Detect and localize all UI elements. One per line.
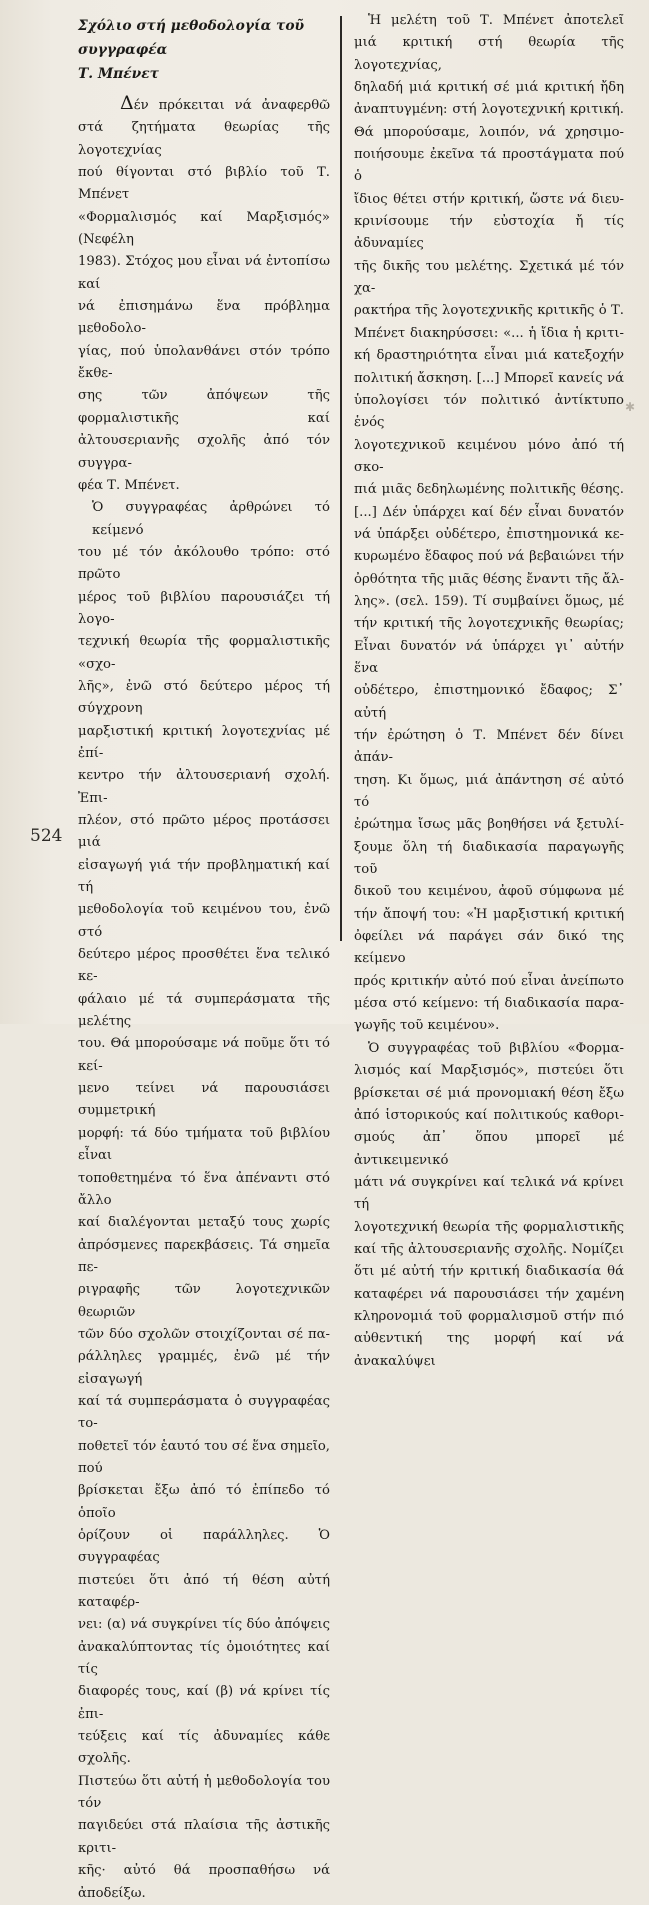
page-number: 524 — [30, 826, 63, 846]
text-line: νά ἐπισημάνω ἕνα πρόβλημα μεθοδολο- — [78, 299, 330, 337]
text-line: αὐθεντική της μορφή καί νά ἀνακαλύψει — [354, 1331, 624, 1369]
text-line: Εἶναι δυνατόν νά ὑπάρχει γι᾽ αὐτήν ἕνα — [354, 638, 624, 676]
text-line: γίας, πού ὑπολανθάνει στόν τρόπο ἔκθε- — [78, 343, 330, 382]
text-line: σης τῶν ἀπόψεων τῆς φορμαλιστικῆς καί — [78, 388, 330, 426]
text-line: μιά κριτική στή θεωρία τῆς λογοτεχνίας, — [354, 35, 624, 73]
text-line: πιστεύει ὅτι ἀπό τή θέση αὐτή καταφέρ- — [78, 1572, 330, 1611]
text-line: τήν κριτική τῆς λογοτεχνικῆς θεωρίας; — [354, 616, 624, 632]
text-line: βρίσκεται ἔξω ἀπό τό ἐπίπεδο τό ὁποῖο — [78, 1483, 330, 1521]
text-line: 1983). Στόχος μου εἶναι νά ἐντοπίσω καί — [78, 254, 330, 292]
paragraph — [354, 10, 624, 1038]
paper-speck: ✱ — [625, 400, 636, 414]
text-line: πού θίγονται στό βιβλίο τοῦ Τ. Μπένετ — [78, 165, 330, 203]
text-line: παγιδεύει στά πλαίσια τῆς ἀστικῆς κριτι- — [78, 1818, 330, 1856]
paragraph — [78, 497, 330, 1905]
text-line: ξουμε ὅλη τή διαδικασία παραγωγῆς τοῦ — [354, 839, 624, 878]
text-line: καί διαλέγονται μεταξύ τους χωρίς — [78, 1215, 330, 1231]
right-column — [354, 10, 624, 1373]
text-line: ριγραφῆς τῶν λογοτεχνικῶν θεωριῶν — [78, 1282, 330, 1320]
text-line: τοποθετημένα τό ἕνα ἀπέναντι στό ἄλλο — [78, 1170, 330, 1208]
text-line: ἀνακαλύπτοντας τίς ὁμοιότητες καί τίς — [78, 1639, 330, 1678]
text-line: μεθοδολογία τοῦ κειμένου του, ἐνῶ στό — [78, 902, 330, 940]
text-line: δηλαδή μιά κριτική σέ μιά κριτική ἤδη — [354, 80, 624, 96]
paragraph — [78, 92, 330, 497]
column-divider — [340, 16, 342, 941]
text-line: τῆς δικῆς του μελέτης. Σχετικά μέ τόν χα- — [354, 258, 624, 297]
text-line: στά ζητήματα θεωρίας τῆς λογοτεχνίας — [78, 120, 330, 158]
initial-line-rest: έν πρόκειται νά ἀναφερθῶ — [133, 98, 330, 113]
text-line: δικοῦ του κειμένου, ἀφοῦ σύμφωνα μέ — [354, 884, 624, 900]
text-line: ὀφείλει νά παράγει σάν δικό της κείμενο — [354, 929, 624, 967]
text-line: μορφή: τά δύο τμήματα τοῦ βιβλίου εἶναι — [78, 1125, 330, 1164]
article-title-line: Τ. Μπένετ — [78, 66, 159, 82]
text-line: μάτι νά συγκρίνει καί τελικά νά κρίνει τή — [354, 1174, 624, 1213]
text-line: ράλληλες γραμμές, ἐνῶ μέ τήν εἰσαγωγή — [78, 1349, 330, 1387]
text-line: κληρονομιά τοῦ φορμαλισμοῦ στήν πιό — [354, 1308, 624, 1324]
text-line: πολιτική ἄσκηση. [...] Μπορεῖ κανείς νά — [354, 370, 624, 386]
text-line: του. Θά μπορούσαμε νά ποῦμε ὅτι τό κεί- — [78, 1036, 330, 1074]
text-line: Ὁ συγγραφέας ἀρθρώνει τό κείμενό — [92, 500, 330, 538]
text-line: ἀπρόσμενες παρεκβάσεις. Τά σημεῖα πε- — [78, 1237, 330, 1275]
text-line: κεντρο τήν ἀλτουσεριανή σχολή. Ἐπι- — [78, 768, 330, 806]
text-line: μενο τείνει νά παρουσιάσει συμμετρική — [78, 1081, 330, 1119]
text-line: πρός κριτικήν αὐτό πού εἶναι ἀνείπωτο — [354, 973, 624, 989]
text-line: δεύτερο μέρος προσθέτει ἕνα τελικό κε- — [78, 947, 330, 985]
text-line: τεύξεις καί τίς ἀδυναμίες κάθε σχολῆς. — [78, 1729, 330, 1767]
text-line: κῆς· αὐτό θά προσπαθήσω νά ἀποδείξω. — [78, 1863, 330, 1901]
text-line: εἰσαγωγή γιά τήν προβληματική καί τή — [78, 857, 330, 896]
text-line: Πιστεύω ὅτι αὐτή ἡ μεθοδολογία του τόν — [78, 1773, 330, 1812]
text-line: μέσα στό κείμενο: τή διαδικασία παρα- — [354, 996, 624, 1012]
text-line: τεχνική θεωρία τῆς φορμαλιστικῆς «σχο- — [78, 634, 330, 672]
text-line: Θά μπορούσαμε, λοιπόν, νά χρησιμο- — [354, 124, 624, 140]
text-line: λης». (σελ. 159). Τί συμβαίνει ὅμως, μέ — [354, 593, 624, 609]
text-line: διαφορές τους, καί (β) νά κρίνει τίς ἐπι- — [78, 1684, 330, 1722]
text-line: κή δραστηριότητα εἶναι μιά κατεξοχήν — [354, 348, 624, 364]
text-line: [...] Δέν ὑπάρχει καί δέν εἶναι δυνατόν — [354, 504, 624, 520]
text-line: πιά μιᾶς δεδηλωμένης πολιτικῆς θέσης. — [354, 482, 624, 498]
text-line: καί τά συμπεράσματα ὁ συγγραφέας το- — [78, 1393, 330, 1432]
text-line: ποθετεῖ τόν ἑαυτό του σέ ἕνα σημεῖο, πού — [78, 1438, 330, 1476]
text-line: Μπένετ διακηρύσσει: «... ἡ ἴδια ἡ κριτι- — [354, 325, 624, 341]
text-line: τηση. Κι ὅμως, μιά ἀπάντηση σέ αὐτό τό — [354, 772, 624, 811]
text-line: βρίσκεται σέ μιά προνομιακή θέση ἔξω — [354, 1085, 624, 1101]
text-line: καταφέρει νά παρουσιάσει τήν χαμένη — [354, 1286, 624, 1302]
text-line: τήν ἐρώτηση ὁ Τ. Μπένετ δέν δίνει ἀπάν- — [354, 728, 624, 766]
text-line: μέρος τοῦ βιβλίου παρουσιάζει τή λογο- — [78, 589, 330, 627]
text-line: Ἡ μελέτη τοῦ Τ. Μπένετ ἀποτελεῖ — [368, 13, 624, 28]
text-line: ὀρθότητα τῆς μιᾶς θέσης ἔναντι τῆς ἄλ- — [354, 571, 624, 587]
text-line: λογοτεχνικοῦ κειμένου μόνο ἀπό τή σκο- — [354, 437, 624, 475]
text-line: πλέον, στό πρῶτο μέρος προτάσσει μιά — [78, 813, 330, 851]
text-line: Ὁ συγγραφέας τοῦ βιβλίου «Φορμα- — [368, 1040, 624, 1056]
left-column — [78, 14, 330, 1905]
paragraph — [354, 1038, 624, 1373]
text-line: ἐρώτημα ἴσως μᾶς βοηθήσει νά ξετυλί- — [354, 817, 624, 833]
text-line: κυρωμένο ἔδαφος πού νά βεβαιώνει τήν — [354, 549, 624, 565]
text-line: ἀπό ἱστορικούς καί πολιτικούς καθορι- — [354, 1107, 624, 1123]
text-line: καί τῆς ἀλτουσεριανῆς σχολῆς. Νομίζει — [354, 1241, 624, 1257]
text-line: λογοτεχνική θεωρία τῆς φορμαλιστικῆς — [354, 1219, 624, 1235]
text-line — [78, 92, 330, 117]
text-line: οὐδέτερο, ἐπιστημονικό ἔδαφος; Σ᾽ αὐτή — [354, 683, 624, 721]
text-line: λισμός καί Μαρξισμός», πιστεύει ὅτι — [354, 1063, 624, 1079]
article-title-line: Σχόλιο στή μεθοδολογία τοῦ συγγραφέα — [78, 18, 305, 58]
text-line: ὅτι μέ αὐτή τήν κριτική διαδικασία θά — [354, 1264, 624, 1280]
text-line: νει: (α) νά συγκρίνει τίς δύο ἀπόψεις — [78, 1617, 330, 1633]
text-line: σμούς ἀπ᾽ ὅπου μπορεῖ μέ ἀντικειμενικό — [354, 1130, 624, 1168]
text-line: ποιήσουμε ἐκεῖνα τά προστάγματα πού ὁ — [354, 147, 624, 185]
text-line: ἀναπτυγμένη: στή λογοτεχνική κριτική. — [354, 102, 624, 118]
text-line: μαρξιστική κριτική λογοτεχνίας μέ ἐπί- — [78, 723, 330, 761]
text-line: ρακτήρα τῆς λογοτεχνικῆς κριτικῆς ὁ Τ. — [354, 303, 624, 319]
text-line: φέα Τ. Μπένετ. — [78, 477, 180, 493]
text-line: λῆς», ἐνῶ στό δεύτερο μέρος τή σύγχρονη — [78, 678, 330, 717]
text-line: ὁρίζουν οἱ παράλληλες. Ὁ συγγραφέας — [78, 1528, 330, 1566]
initial-letter: Δ — [120, 92, 134, 114]
text-line: κρινίσουμε τήν εὐστοχία ἤ τίς ἀδυναμίες — [354, 214, 624, 252]
text-line: «Φορμαλισμός καί Μαρξισμός» (Νεφέλη — [78, 209, 330, 248]
text-line: του μέ τόν ἀκόλουθο τρόπο: στό πρῶτο — [78, 544, 330, 583]
text-line: φάλαιο μέ τά συμπεράσματα τῆς μελέτης — [78, 991, 330, 1030]
text-line: τήν ἄποψή του: «Ἡ μαρξιστική κριτική — [354, 906, 624, 922]
text-line: τῶν δύο σχολῶν στοιχίζονται σέ πα- — [78, 1326, 330, 1342]
text-line: ἀλτουσεριανῆς σχολῆς ἀπό τόν συγγρα- — [78, 433, 330, 471]
text-line: ἴδιος θέτει στήν κριτική, ὥστε νά διευ- — [354, 191, 624, 207]
article-title — [78, 14, 330, 86]
text-line: γωγῆς τοῦ κειμένου». — [354, 1018, 500, 1034]
text-line: ὑπολογίσει τόν πολιτικό ἀντίκτυπο ἑνός — [354, 392, 624, 431]
text-line: νά ὑπάρξει οὐδέτερο, ἐπιστημονικά κε- — [354, 526, 624, 542]
